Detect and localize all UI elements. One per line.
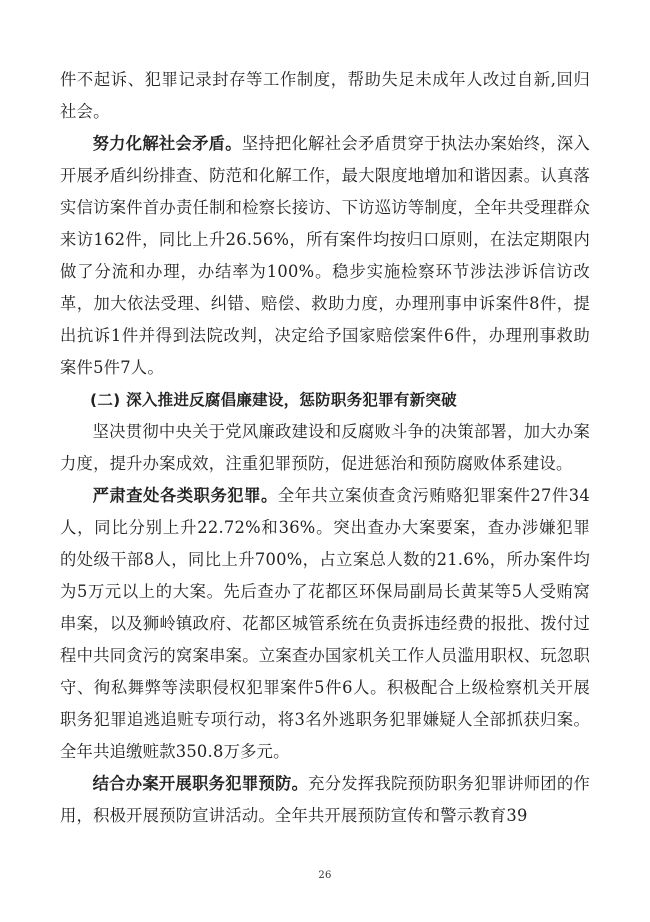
paragraph-lead-crime-prevention: 结合办案开展职务犯罪预防。 [92,774,309,793]
paragraph-body-resolve-conflicts: 坚持把化解社会矛盾贯穿于执法办案始终，深入开展矛盾纠纷排查、防范和化解工作，最大限度地增加和谐因素。认真落实信访案件首办责任制和检察长接访、下访巡访等制度，全年共受理群众来访162件，同比上升26.56%，所有案件均按归口原则，在法定期限内做了分流和办理，办结率为100%。稳步实施检察环节涉法涉诉信访改革，加大依法受理、纠错、赔偿、救助力度，办理刑事申诉案件8件，提出抗诉1件并得到法院改判，决定给予国家赔偿案件6件，办理刑事救助案件5件7人。 [60,134,590,377]
paragraph-intro-continuation: 件不起诉、犯罪记录封存等工作制度，帮助失足未成年人改过自新,回归社会。 [60,70,590,121]
section-heading: (二) 深入推进反腐倡廉建设，惩防职务犯罪有新突破 [90,391,457,409]
page-number: 26 [318,870,332,881]
paragraph-lead-investigate-crimes: 严肃查处各类职务犯罪。 [92,486,278,505]
paragraph-lead-resolve-conflicts: 努力化解社会矛盾。 [92,134,242,153]
paragraph-investigate-crimes [60,480,590,768]
paragraph-body-investigate-crimes: 全年共立案侦查贪污贿赂犯罪案件27件34人，同比分别上升22.72%和36%。突出查办大案要案，查办涉嫌犯罪的处级干部8人，同比上升700%，占立案总人数的21.6%，所办案件均为5万元以上的大案。先后查办了花都区环保局副局长黄某等5人受贿窝串案，以及狮岭镇政府、花都区城管系统在负责拆违经费的报批、拨付过程中共同贪污的窝案串案。立案查办国家机关工作人员滥用职权、玩忽职守、徇私舞弊等渎职侵权犯罪案件5件6人。积极配合上级检察机关开展职务犯罪追逃追赃专项行动，将3名外逃职务犯罪嫌疑人全部抓获归案。全年共追缴赃款350.8万多元。 [60,486,590,761]
paragraph-resolve-conflicts [60,128,590,384]
paragraph-crime-prevention [60,768,590,832]
paragraph-body-crime-prevention: 充分发挥我院预防职务犯罪讲师团的作用，积极开展预防宣讲活动。全年共开展预防宣传和警示教育39 [60,774,590,825]
paragraph-anti-corruption: 坚决贯彻中央关于党风廉政建设和反腐败斗争的决策部署，加大办案力度，提升办案成效，注重犯罪预防，促进惩治和预防腐败体系建设。 [60,422,590,473]
